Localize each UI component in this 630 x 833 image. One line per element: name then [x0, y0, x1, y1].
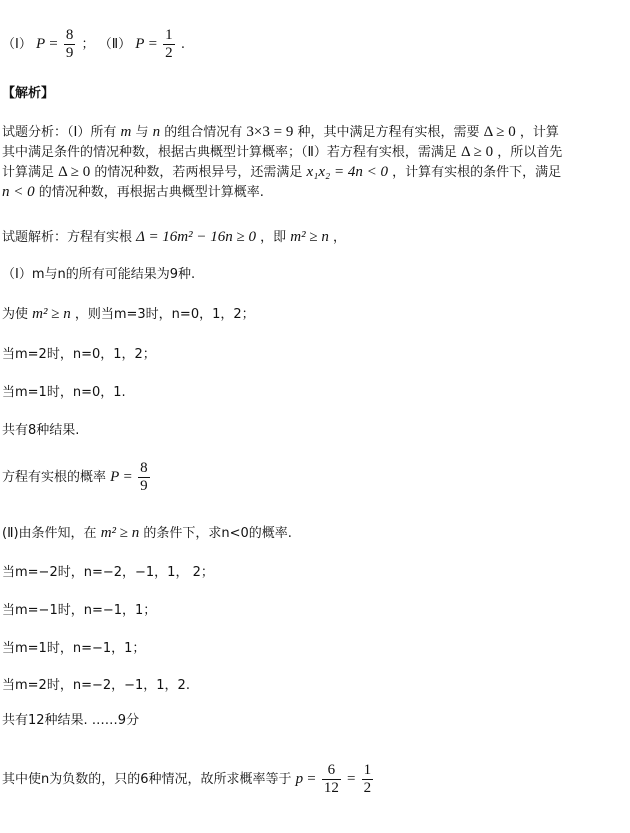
solution-line-1 [2, 228, 346, 247]
fraction-numerator: 8 [140, 460, 148, 476]
answer-fraction-2 [163, 27, 175, 62]
solution-line-4: 当m=2时，n=0，1，2； [2, 347, 156, 362]
solution-text: 其中使n为负数的，只的6种情况，故所求概率等于 [2, 772, 292, 787]
formula: x₁x₂ = 4n < 0 [306, 164, 389, 180]
answer-part2-label: （Ⅱ） [98, 37, 132, 52]
analysis-text: 的情况种数，再根据古典概型计算概率. [38, 185, 264, 200]
answer-p-symbol-2: P [135, 36, 145, 52]
answer-separator: ； [81, 37, 95, 52]
analysis-line-1 [2, 123, 559, 142]
analysis-text: 的组合情况有 [164, 125, 243, 140]
formula: m² ≥ n [290, 229, 329, 245]
solution-line-11: 当m=1时，n=−1，1； [2, 641, 146, 656]
analysis-line-2 [2, 143, 562, 162]
analysis-text: 的情况种数，若两根异号，还需满足 [94, 165, 303, 180]
solution-text: 的条件下，求n<0的概率. [143, 526, 292, 541]
answer-fraction-2-numerator: 1 [165, 27, 173, 43]
solution-line-8 [2, 524, 292, 543]
formula: n < 0 [2, 184, 35, 200]
solution-text: 方程有实根的概率 [2, 470, 107, 485]
solution-text: ，即 [260, 230, 287, 245]
solution-line-5: 当m=1时，n=0，1. [2, 385, 126, 400]
answer-equals-2: = [148, 36, 158, 52]
analysis-line-3 [2, 163, 561, 182]
fraction-numerator: 1 [363, 762, 372, 778]
probability-fraction [138, 460, 150, 495]
solution-line-6: 共有8种结果. [2, 423, 80, 438]
formula: m² ≥ n [100, 525, 140, 541]
answer-end: . [180, 37, 185, 52]
formula: Δ ≥ 0 [483, 124, 516, 140]
formula: Δ ≥ 0 [58, 164, 91, 180]
answer-equals: = [49, 36, 58, 52]
solution-text: ， [333, 230, 347, 245]
analysis-text: 与 [135, 125, 149, 140]
solution-line-2: （Ⅰ）m与n的所有可能结果为9种. [2, 267, 196, 282]
answer-fraction-2-denominator: 2 [165, 45, 173, 61]
answer-fraction-1-denominator: 9 [65, 45, 74, 61]
solution-line-13: 共有12种结果. ……9分 [2, 713, 140, 728]
solution-line-14 [2, 762, 375, 797]
solution-line-7 [2, 460, 152, 495]
p-symbol: P [110, 469, 120, 485]
solution-text: 为使 [2, 307, 29, 322]
section-heading: 【解析】 [2, 86, 55, 101]
answer-fraction-1 [64, 27, 76, 62]
solution-text: 试题解析：方程有实根 [2, 230, 133, 245]
fraction-6-12 [322, 762, 341, 797]
equals: = [123, 469, 132, 485]
var-m: m [120, 124, 132, 140]
fraction-denominator: 12 [323, 780, 339, 796]
p-symbol: p [295, 771, 304, 787]
fraction-denominator: 9 [140, 478, 148, 494]
solution-text: (Ⅱ)由条件知，在 [2, 526, 97, 541]
analysis-text: 试题分析：（Ⅰ）所有 [2, 125, 117, 140]
formula: 3×3 = 9 [246, 124, 294, 140]
solution-text: ，则当m=3时，n=0，1，2； [74, 307, 255, 322]
answer-line [2, 27, 185, 62]
formula: m² ≥ n [32, 306, 71, 322]
solution-line-10: 当m=−1时，n=−1，1； [2, 603, 157, 618]
analysis-text: 计算满足 [2, 165, 55, 180]
solution-line-9: 当m=−2时，n=−2，−1，1， 2； [2, 565, 214, 580]
formula: Δ ≥ 0 [461, 144, 494, 160]
analysis-text: 其中满足条件的情况种数，根据古典概型计算概率；（Ⅱ）若方程有实根，需满足 [2, 145, 457, 160]
formula: Δ = 16m² − 16n ≥ 0 [136, 229, 256, 245]
answer-fraction-1-numerator: 8 [65, 27, 74, 43]
solution-line-12: 当m=2时，n=−2，−1，1，2. [2, 678, 190, 693]
fraction-1-2 [362, 762, 374, 797]
fraction-numerator: 6 [327, 762, 336, 778]
solution-line-3 [2, 305, 255, 324]
var-n: n [152, 124, 161, 140]
fraction-denominator: 2 [363, 780, 372, 796]
answer-part1-label: （Ⅰ） [2, 37, 32, 52]
analysis-text: ，计算有实根的条件下，满足 [392, 165, 562, 180]
analysis-text: ，计算 [519, 125, 559, 140]
answer-p-symbol: P [35, 36, 46, 52]
equals: = [347, 771, 356, 787]
analysis-line-4 [2, 183, 264, 202]
analysis-text: 种，其中满足方程有实根，需要 [297, 125, 480, 140]
equals: = [307, 771, 316, 787]
analysis-text: ，所以首先 [497, 145, 563, 160]
